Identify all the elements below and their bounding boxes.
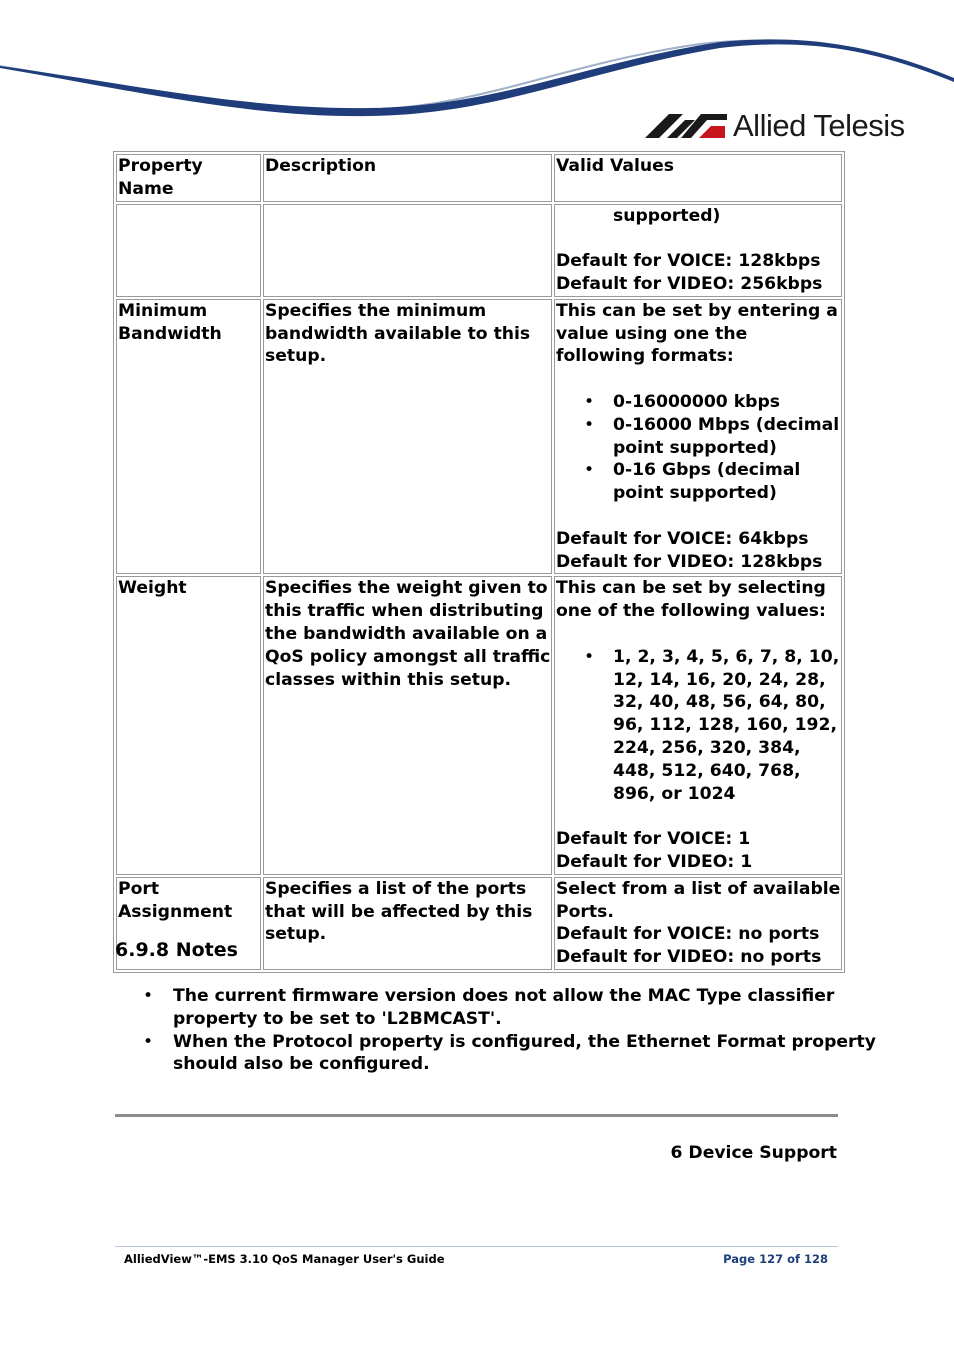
property-description: Specifies the minimum bandwidth available to this setup. [263, 299, 552, 575]
notes-list [115, 985, 897, 1076]
list-item: • 1, 2, 3, 4, 5, 6, 7, 8, 10, 12, 14, 16, 20, 24, 28, 32, 40, 48, 56, 64, 80, 96, 112, 128, 160, 192, 224, 256, 320, 384, 448, 512, 640, 768, 896, or 1024 [613, 646, 841, 806]
default-voice: Default for VOICE: 128kbps [556, 251, 821, 272]
table-header-row [116, 154, 842, 202]
property-description: Specifies the weight given to this traffic when distributing the bandwidth available on a QoS policy amongst all traffic classes within this setup. [263, 576, 552, 874]
values-intro: This can be set by entering a value using one the following formats: [556, 300, 838, 367]
table-row-continuation [116, 204, 842, 297]
section-divider [115, 1114, 838, 1117]
footer-document-title: AlliedView™-EMS 3.10 QoS Manager User's Guide [124, 1252, 445, 1266]
default-video: Default for VIDEO: 1 [556, 851, 753, 872]
allied-telesis-logo [645, 108, 905, 144]
list-item: • 0-16000 Mbps (decimal point supported) [613, 414, 841, 460]
default-video: Default for VIDEO: 128kbps [556, 551, 823, 572]
default-video: Default for VIDEO: no ports [556, 947, 822, 968]
property-description: Specifies a list of the ports that will be affected by this setup. [263, 877, 552, 970]
footer-page-number: Page 127 of 128 [723, 1252, 828, 1266]
property-valid-values [554, 299, 842, 575]
default-voice: Default for VOICE: no ports [556, 924, 820, 945]
property-name: Port Assignment [116, 877, 261, 970]
list-item: • 0-16 Gbps (decimal point supported) [613, 459, 841, 505]
property-valid-values [554, 877, 842, 970]
values-list [556, 646, 841, 806]
list-item: • 0-16000000 kbps [613, 391, 841, 414]
default-voice: Default for VOICE: 1 [556, 829, 751, 850]
continuation-values-cell [554, 204, 842, 297]
logo-wordmark: Allied Telesis [733, 108, 905, 143]
footer-divider [115, 1246, 838, 1247]
table-row-weight [116, 576, 842, 874]
property-name: Minimum Bandwidth [116, 299, 261, 575]
continuation-line: supported) [613, 205, 721, 226]
default-voice: Default for VOICE: 64kbps [556, 528, 809, 549]
property-name: Weight [116, 576, 261, 874]
table-row-minimum-bandwidth [116, 299, 842, 575]
continuation-name-cell [116, 204, 261, 297]
properties-table [113, 151, 845, 973]
property-valid-values [554, 576, 842, 874]
logo-mark-icon [645, 112, 727, 140]
continuation-description-cell [263, 204, 552, 297]
values-list [556, 391, 841, 505]
header-property-name: Property Name [116, 154, 261, 202]
values-intro: Select from a list of available Ports. [556, 878, 841, 922]
header-description: Description [263, 154, 552, 202]
chapter-label: 6 Device Support [670, 1143, 837, 1163]
values-intro: This can be set by selecting one of the following values: [556, 578, 826, 622]
default-video: Default for VIDEO: 256kbps [556, 273, 823, 294]
notes-heading: 6.9.8 Notes [115, 939, 238, 961]
header-valid-values: Valid Values [554, 154, 842, 202]
list-item: • When the Protocol property is configured, the Ethernet Format property should also be configured. [173, 1031, 897, 1077]
list-item: • The current firmware version does not allow the MAC Type classifier property to be set to 'L2BMCAST'. [173, 985, 897, 1031]
